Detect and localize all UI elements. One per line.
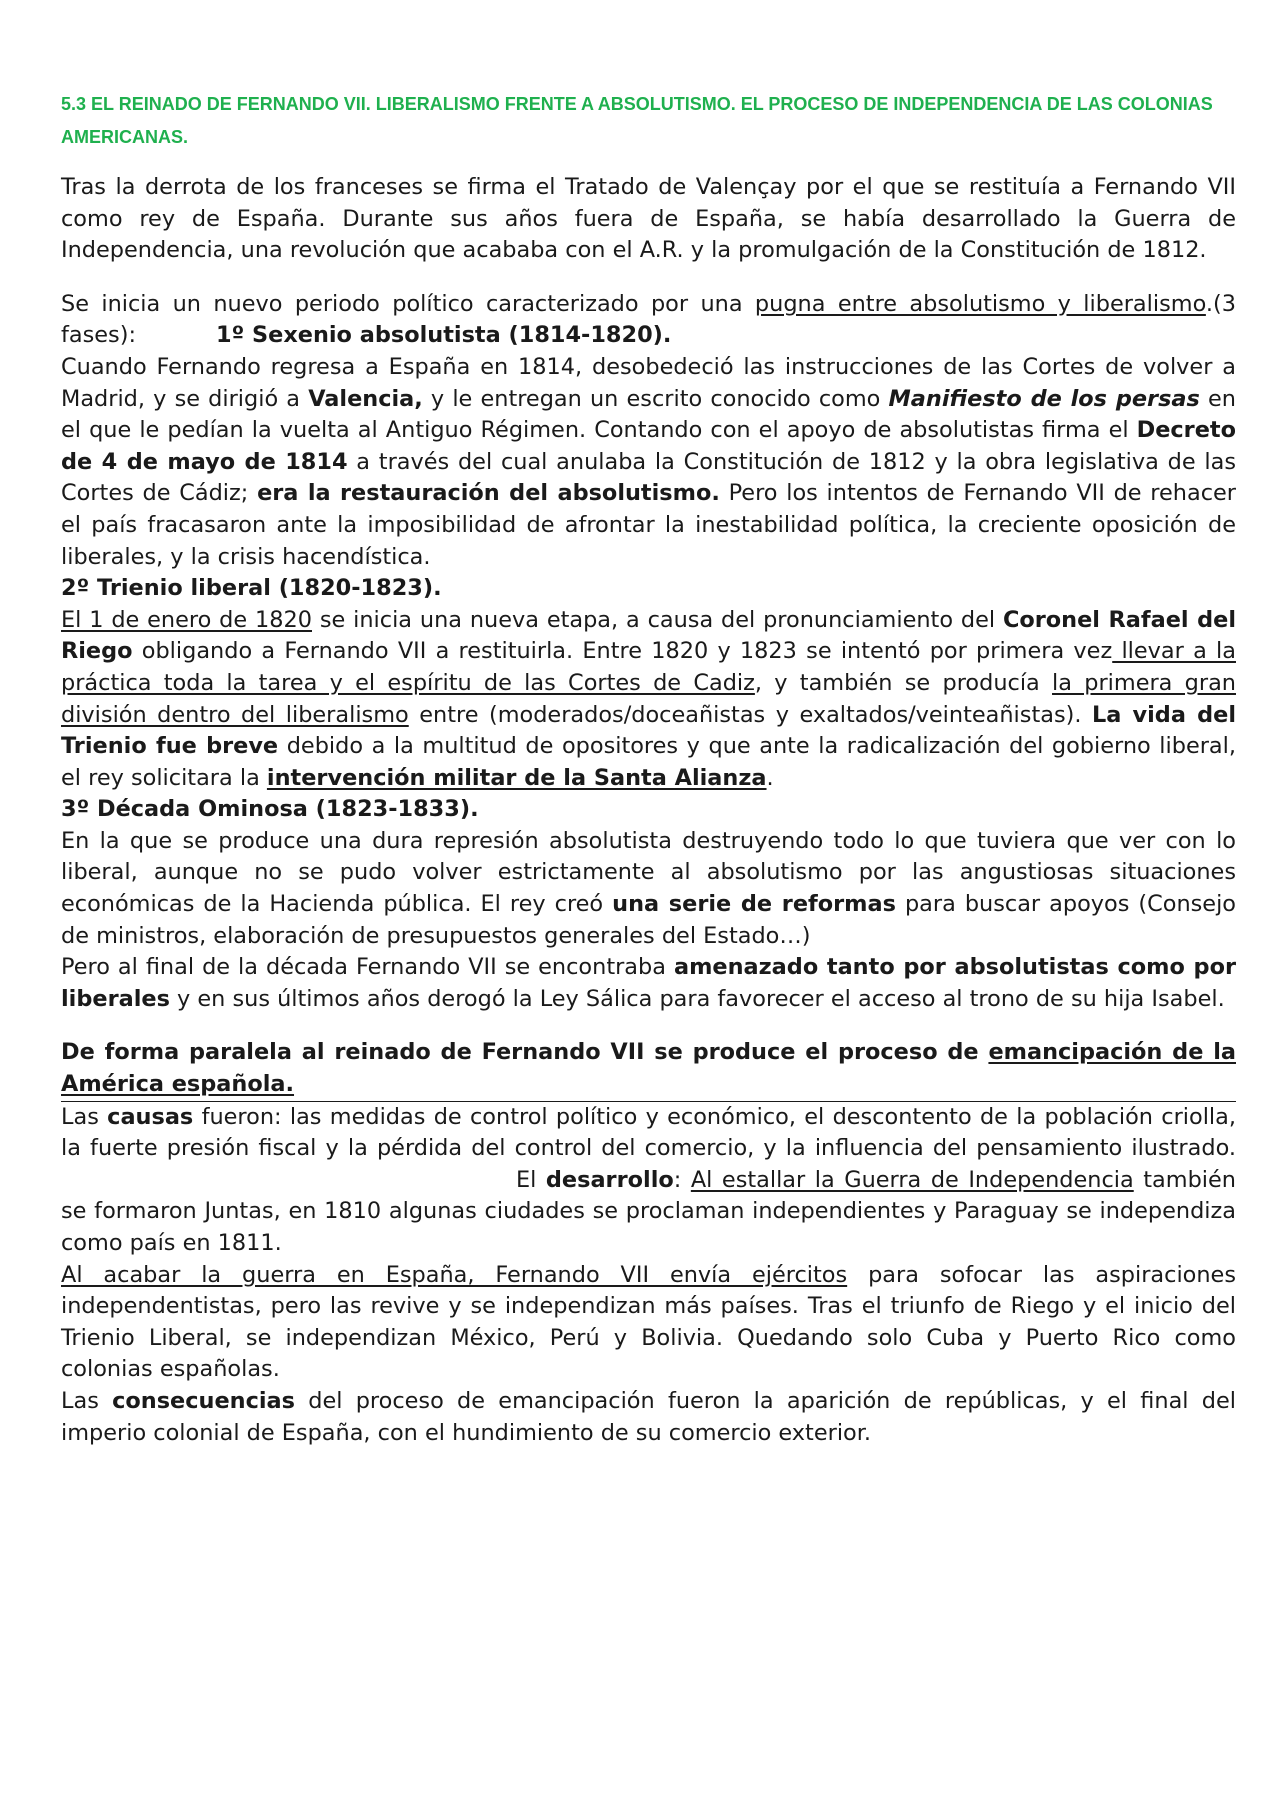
heading-text: 2º Trienio liberal (1820-1823). <box>61 575 442 602</box>
underlined-phrase: la primera gran división dentro del liberalismo <box>61 669 1236 728</box>
heading-text: 3º Década Ominosa (1823-1833). <box>61 796 479 823</box>
text: a través del cual anulaba la Constitución de 1812 y la obra legislativa de las Cortes de Cádiz; <box>61 448 1236 507</box>
section-heading: 5.3 EL REINADO DE FERNANDO VII. LIBERALISMO FRENTE A ABSOLUTISMO. EL PROCESO DE INDEPENDENCIA DE LAS COLONIAS AMERICANAS. <box>61 94 1213 147</box>
text: , y también se producía <box>754 669 1053 696</box>
text: entre (moderados/doceañistas y exaltados/veinteañistas). <box>408 701 1082 728</box>
text: Las <box>61 1103 108 1130</box>
trienio-paragraph <box>61 605 1236 795</box>
causas-desarrollo-paragraph <box>61 1102 1236 1260</box>
text: Cuando Fernando regresa a España en 1814, desobedeció las instrucciones de las Cortes de volver a Madrid, y se dirigió a <box>61 353 1236 412</box>
sexenio-paragraph <box>61 352 1236 573</box>
text: Pero los intentos de Fernando VII de rehacer el país fracasaron ante la imposibilidad de afrontar la inestabilidad política, la creciente oposición de liberales, y la crisis hacendística. <box>61 480 1236 570</box>
text: y le entregan un escrito conocido como <box>422 385 889 412</box>
periodo-paragraph <box>61 289 1236 352</box>
underlined-phrase: llevar a la práctica toda la tarea y el espíritu de las Cortes de Cadiz <box>61 638 1236 696</box>
underlined-phrase: Al estallar la Guerra de Independencia <box>690 1166 1134 1193</box>
bold-italic-phrase: Manifiesto de los persas <box>888 385 1200 412</box>
bold-underlined-phrase: intervención militar de la Santa Alianza <box>266 764 767 791</box>
bold-phrase: Decreto de 4 de mayo de 1814 <box>61 417 1236 475</box>
underlined-phrase: El 1 de enero de 1820 <box>61 606 312 633</box>
decada-heading <box>61 794 1236 826</box>
text: para sofocar las aspiraciones independentistas, pero las revive y se independizan más países. Tras el triunfo de Riego y el inicio del Trienio Liberal, se independizan México, Perú y Bolivia. Quedando solo Cuba y Puerto Rico como colonias españolas. <box>61 1261 1237 1383</box>
text: también se formaron Juntas, en 1810 algunas ciudades se proclaman independientes y Paraguay se independiza como país en 1811. <box>61 1166 1236 1256</box>
bold-phrase: causas <box>107 1103 194 1130</box>
text: para buscar apoyos (Consejo de ministros, elaboración de presupuestos generales del Estado…) <box>61 891 1237 949</box>
sexenio-heading: 1º Sexenio absolutista (1814-1820). <box>216 322 672 349</box>
text: debido a la multitud de opositores y que ante la radicalización del gobierno liberal, el rey solicitara la <box>61 733 1236 791</box>
bold-phrase: una serie de reformas <box>612 891 896 918</box>
text: en el que le pedían la vuelta al Antiguo Régimen. Contando con el apoyo de absolutistas firma el <box>61 385 1236 444</box>
text: fueron: las medidas de control político y económico, el descontento de la población criolla, la fuerte presión fiscal y la pérdida del control del comercio, y la influencia del pensamiento ilustrado. <box>61 1103 1236 1162</box>
bold-phrase: desarrollo <box>545 1166 674 1193</box>
bold-underlined-phrase: emancipación de la América española. <box>61 1039 1236 1098</box>
bold-phrase: Coronel Rafael del Riego <box>61 606 1236 665</box>
text: . <box>766 764 774 791</box>
consecuencias-paragraph <box>61 1386 1236 1449</box>
bold-phrase: Valencia, <box>308 385 423 412</box>
text: : <box>673 1166 691 1193</box>
bold-phrase: La vida del Trienio fue breve <box>61 701 1236 760</box>
text: .(3 fases): <box>61 290 1236 349</box>
text: del proceso de emancipación fueron la aparición de repúblicas, y el final del imperio colonial de España, con el hundimiento de su comercio exterior. <box>61 1387 1236 1446</box>
text: se inicia una nueva etapa, a causa del pronunciamiento del <box>312 606 1003 633</box>
trienio-heading <box>61 573 1236 605</box>
bold-phrase: era la restauración del absolutismo. <box>257 480 720 507</box>
emancipacion-heading <box>61 1037 1236 1101</box>
text: Pero al final de la década Fernando VII se encontraba <box>61 954 674 981</box>
underlined-phrase: pugna entre absolutismo y liberalismo <box>754 290 1206 317</box>
ejercitos-paragraph <box>61 1260 1236 1386</box>
decada-paragraph <box>61 826 1236 952</box>
document-page <box>61 88 1236 1449</box>
bold-phrase: amenazado tanto por absolutistas como por liberales <box>61 954 1236 1012</box>
underlined-phrase: Al acabar la guerra en España, Fernando VII envía ejércitos <box>61 1261 848 1288</box>
text: obligando a Fernando VII a restituirla. Entre 1820 y 1823 se intentó por primera vez <box>132 638 1113 665</box>
text: y en sus últimos años derogó la Ley Sálica para favorecer el acceso al trono de su hija Isabel. <box>169 985 1225 1012</box>
intro-paragraph: Tras la derrota de los franceses se firma el Tratado de Valençay por el que se restituía a Fernando VII como rey de España. Durante sus años fuera de España, se había desarrollado la Guerra de Independencia, una revolución que acababa con el A.R. y la promulgación de la Constitución de 1812. <box>61 174 1236 264</box>
bold-phrase: De forma paralela al reinado de Fernando VII se produce el proceso de <box>61 1039 989 1066</box>
bold-phrase: consecuencias <box>112 1387 295 1414</box>
text: En la que se produce una dura represión absolutista destruyendo todo lo que tuviera que ver con lo liberal, aunque no se pudo volver estrictamente al absolutismo por las angustiosas situaciones económicas de la Hacienda pública. El rey creó <box>61 827 1236 918</box>
text: El <box>516 1166 546 1193</box>
decada-paragraph-2 <box>61 952 1236 1015</box>
text: Se inicia un nuevo periodo político caracterizado por una <box>61 290 755 317</box>
text: Las <box>61 1387 113 1414</box>
